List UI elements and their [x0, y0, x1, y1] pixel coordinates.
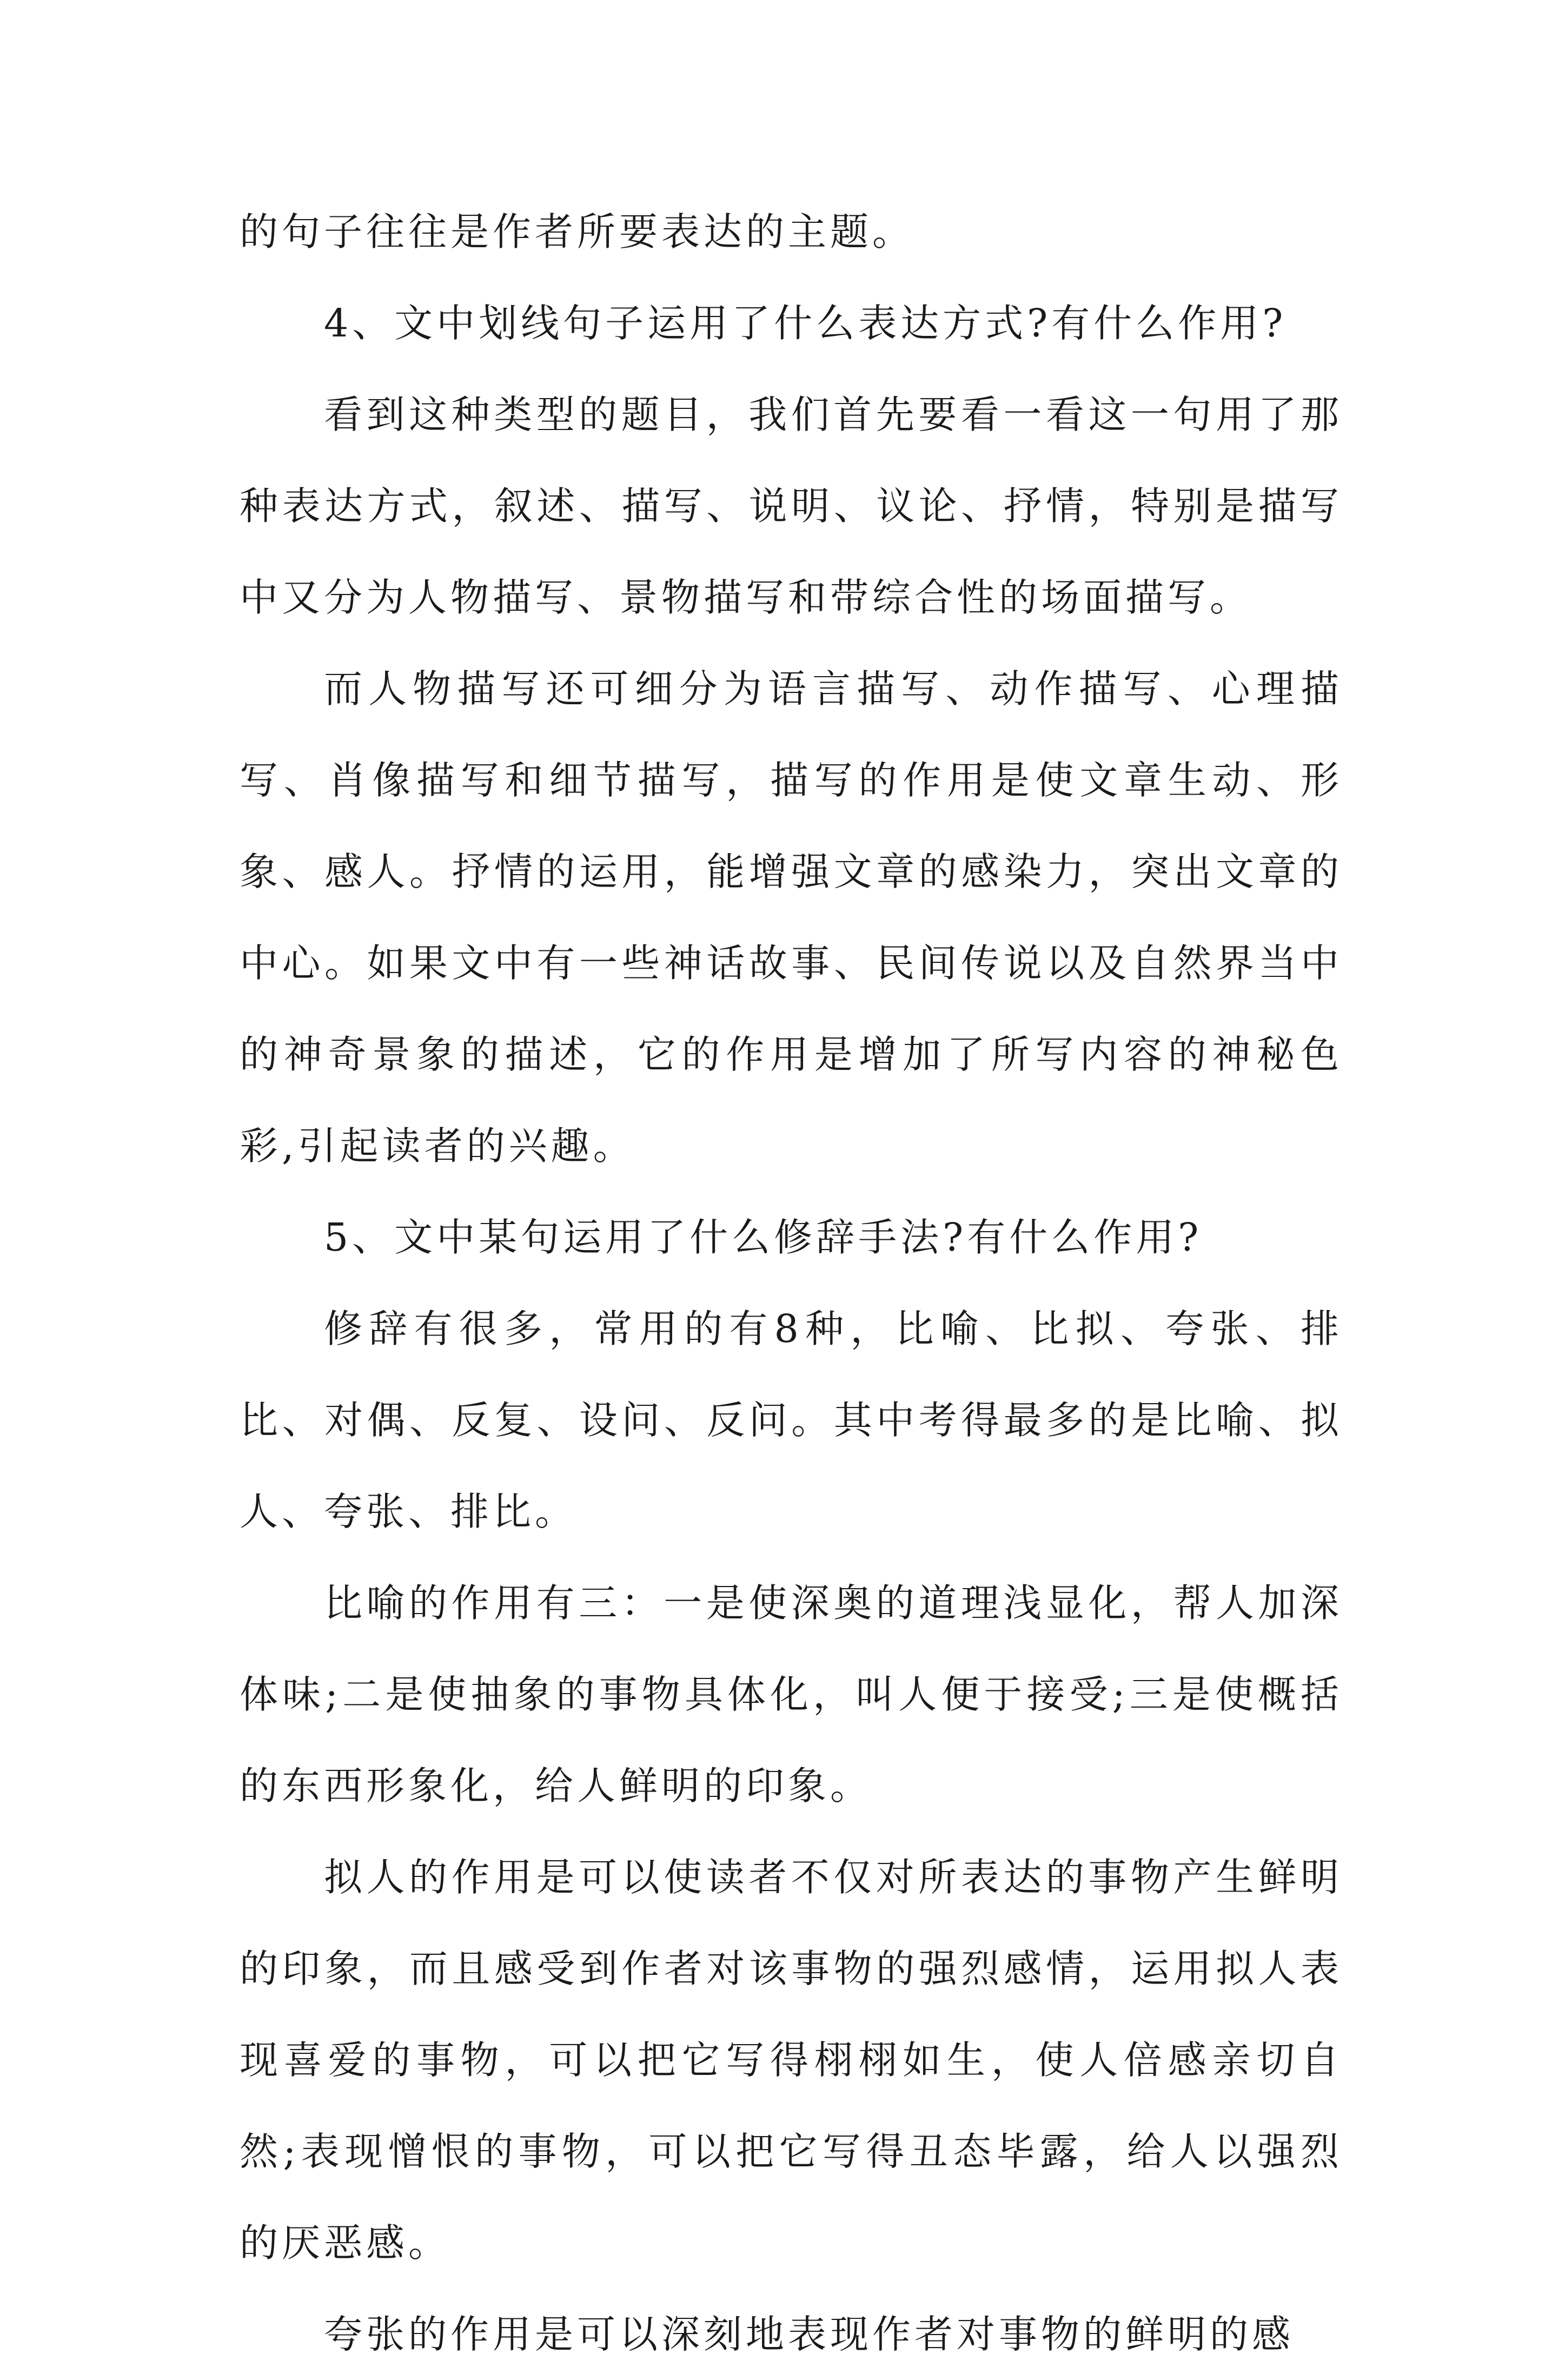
paragraph-hyperbole-effects: 夸张的作用是可以深刻地表现作者对事物的鲜明的感 — [324, 2312, 1295, 2357]
question-5-heading: 5、文中某句运用了什么修辞手法?有什么作用? — [324, 1215, 1203, 1260]
paragraph-expression-methods: 看到这种类型的题目，我们首先要看一看这一句用了那种表达方式，叙述、描写、说明、议论、抒情，特别是描写中又分为人物描写、景物描写和带综合性的场面描写。 — [240, 392, 1343, 620]
paragraph-continuation: 的句子往往是作者所要表达的主题。 — [240, 209, 915, 254]
paragraph-rhetoric-types: 修辞有很多，常用的有8种，比喻、比拟、夸张、排比、对偶、反复、设问、反问。其中考得最多的是比喻、拟人、夸张、排比。 — [240, 1306, 1343, 1534]
paragraph-description-effects: 而人物描写还可细分为语言描写、动作描写、心理描写、肖像描写和细节描写，描写的作用是使文章生动、形象、感人。抒情的运用，能增强文章的感染力，突出文章的中心。如果文中有一些神话故事、民间传说以及自然界当中的神奇景象的描述，它的作用是增加了所写内容的神秘色彩,引起读者的兴趣。 — [240, 666, 1343, 1168]
document-body — [240, 186, 1343, 2380]
paragraph-metaphor-effects: 比喻的作用有三：一是使深奥的道理浅显化，帮人加深体味;二是使抽象的事物具体化，叫人便于接受;三是使概括的东西形象化，给人鲜明的印象。 — [240, 1581, 1343, 1808]
paragraph-personification-effects: 拟人的作用是可以使读者不仅对所表达的事物产生鲜明的印象，而且感受到作者对该事物的强烈感情，运用拟人表现喜爱的事物，可以把它写得栩栩如生，使人倍感亲切自然;表现憎恨的事物，可以把它写得丑态毕露，给人以强烈的厌恶感。 — [240, 1855, 1343, 2265]
question-4-heading: 4、文中划线句子运用了什么表达方式?有什么作用? — [324, 301, 1287, 346]
